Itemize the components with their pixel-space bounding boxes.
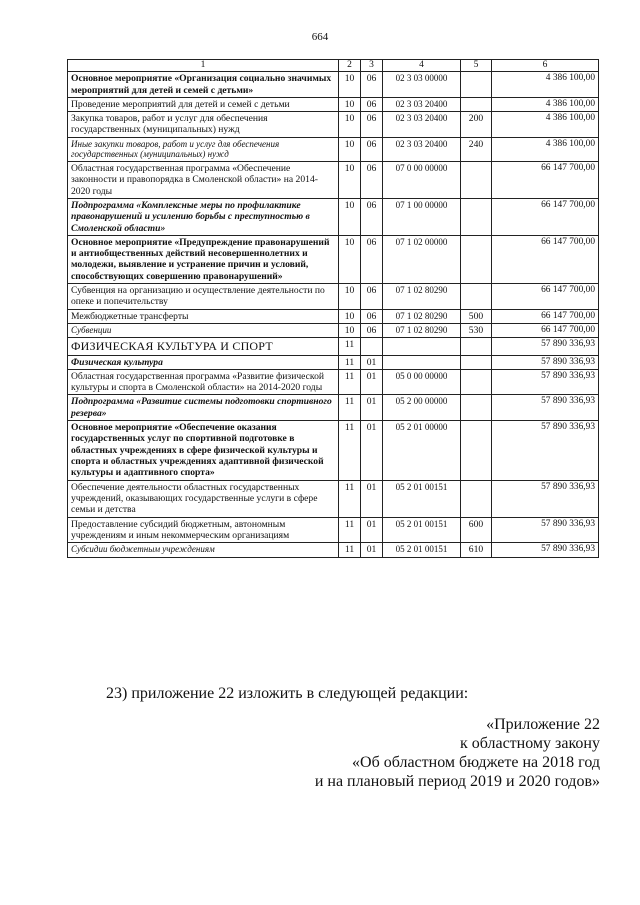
table-row bbox=[68, 324, 599, 338]
amount-cell: 4 386 100,00 bbox=[492, 137, 599, 161]
expense-type-cell: 240 bbox=[461, 137, 492, 161]
expense-type-cell bbox=[461, 355, 492, 369]
row-name-cell: Субсидии бюджетным учреждениям bbox=[68, 543, 339, 557]
section-code-cell: 11 bbox=[339, 543, 361, 557]
target-article-cell: 05 0 00 00000 bbox=[383, 369, 461, 395]
section-code-cell: 10 bbox=[339, 284, 361, 310]
table-row bbox=[68, 284, 599, 310]
row-name-cell: Закупка товаров, работ и услуг для обеспечения государственных (муниципальных) нужд bbox=[68, 112, 339, 138]
target-article-cell: 05 2 01 00151 bbox=[383, 480, 461, 517]
expense-type-cell: 610 bbox=[461, 543, 492, 557]
table-row bbox=[68, 161, 599, 198]
subsection-code-cell: 06 bbox=[361, 137, 383, 161]
target-article-cell bbox=[383, 355, 461, 369]
row-name-cell: Основное мероприятие «Обеспечение оказания государственных услуг по спортивной подготовке в областных учреждениях в сфере физической культуры и спорта и областных учреждениях адаптивной физической культуры и адаптивного спорта» bbox=[68, 421, 339, 481]
expense-type-cell bbox=[461, 235, 492, 283]
subsection-code-cell: 06 bbox=[361, 97, 383, 111]
expense-type-cell bbox=[461, 97, 492, 111]
row-name-cell: Физическая культура bbox=[68, 355, 339, 369]
table-row bbox=[68, 198, 599, 235]
section-code-cell: 10 bbox=[339, 137, 361, 161]
amount-cell: 57 890 336,93 bbox=[492, 395, 599, 421]
expense-type-cell bbox=[461, 421, 492, 481]
table-row bbox=[68, 369, 599, 395]
expense-type-cell bbox=[461, 284, 492, 310]
table-row bbox=[68, 137, 599, 161]
amount-cell: 66 147 700,00 bbox=[492, 198, 599, 235]
row-name-cell: Основное мероприятие «Организация социально значимых мероприятий для детей и семей с детьми» bbox=[68, 72, 339, 98]
table-row bbox=[68, 112, 599, 138]
subsection-code-cell: 01 bbox=[361, 480, 383, 517]
column-header: 4 bbox=[383, 60, 461, 72]
table-row bbox=[68, 480, 599, 517]
expense-type-cell: 200 bbox=[461, 112, 492, 138]
section-code-cell: 10 bbox=[339, 72, 361, 98]
row-name-cell: Иные закупки товаров, работ и услуг для обеспечения государственных (муниципальных) нужд bbox=[68, 137, 339, 161]
amount-cell: 57 890 336,93 bbox=[492, 421, 599, 481]
row-name-cell: Межбюджетные трансферты bbox=[68, 309, 339, 323]
section-code-cell: 10 bbox=[339, 198, 361, 235]
subsection-code-cell: 06 bbox=[361, 72, 383, 98]
expense-type-cell: 500 bbox=[461, 309, 492, 323]
expense-type-cell: 530 bbox=[461, 324, 492, 338]
row-name-cell: Областная государственная программа «Развитие физической культуры и спорта в Смоленской области» на 2014-2020 годы bbox=[68, 369, 339, 395]
row-name-cell: Подпрограмма «Развитие системы подготовки спортивного резерва» bbox=[68, 395, 339, 421]
amount-cell: 66 147 700,00 bbox=[492, 284, 599, 310]
section-code-cell: 10 bbox=[339, 309, 361, 323]
table-row bbox=[68, 338, 599, 355]
target-article-cell: 02 3 03 20400 bbox=[383, 112, 461, 138]
subsection-code-cell: 01 bbox=[361, 355, 383, 369]
subsection-code-cell bbox=[361, 338, 383, 355]
target-article-cell: 05 2 01 00151 bbox=[383, 517, 461, 543]
subsection-code-cell: 01 bbox=[361, 543, 383, 557]
subsection-code-cell: 06 bbox=[361, 324, 383, 338]
subsection-code-cell: 01 bbox=[361, 421, 383, 481]
expense-type-cell bbox=[461, 369, 492, 395]
appendix-line: и на плановый период 2019 и 2020 годов» bbox=[314, 773, 600, 790]
appendix-heading bbox=[80, 715, 600, 791]
section-code-cell: 11 bbox=[339, 338, 361, 355]
section-code-cell: 11 bbox=[339, 480, 361, 517]
subsection-code-cell: 06 bbox=[361, 198, 383, 235]
amount-cell: 66 147 700,00 bbox=[492, 309, 599, 323]
target-article-cell: 02 3 03 20400 bbox=[383, 137, 461, 161]
subsection-code-cell: 01 bbox=[361, 517, 383, 543]
table-row bbox=[68, 395, 599, 421]
section-code-cell: 11 bbox=[339, 517, 361, 543]
amount-cell: 66 147 700,00 bbox=[492, 324, 599, 338]
subsection-code-cell: 06 bbox=[361, 235, 383, 283]
section-code-cell: 11 bbox=[339, 395, 361, 421]
table-row bbox=[68, 543, 599, 557]
row-name-cell: Предоставление субсидий бюджетным, автономным учреждениям и иным некоммерческим организациям bbox=[68, 517, 339, 543]
table-row bbox=[68, 517, 599, 543]
target-article-cell: 07 1 00 00000 bbox=[383, 198, 461, 235]
row-name-cell: Субвенции bbox=[68, 324, 339, 338]
target-article-cell: 02 3 03 00000 bbox=[383, 72, 461, 98]
subsection-code-cell: 06 bbox=[361, 161, 383, 198]
column-header: 6 bbox=[492, 60, 599, 72]
table-row bbox=[68, 309, 599, 323]
row-name-cell: ФИЗИЧЕСКАЯ КУЛЬТУРА И СПОРТ bbox=[68, 338, 339, 355]
subsection-code-cell: 06 bbox=[361, 309, 383, 323]
target-article-cell: 07 1 02 00000 bbox=[383, 235, 461, 283]
target-article-cell: 02 3 03 20400 bbox=[383, 97, 461, 111]
table-row bbox=[68, 355, 599, 369]
row-name-cell: Основное мероприятие «Предупреждение правонарушений и антиобщественных действий несовершеннолетних и молодежи, выявление и устранение причин и условий, способствующих совершению правонарушений» bbox=[68, 235, 339, 283]
amount-cell: 66 147 700,00 bbox=[492, 161, 599, 198]
subsection-code-cell: 06 bbox=[361, 112, 383, 138]
page-number: 664 bbox=[311, 31, 329, 43]
section-code-cell: 10 bbox=[339, 112, 361, 138]
target-article-cell: 07 1 02 80290 bbox=[383, 324, 461, 338]
column-header: 1 bbox=[68, 60, 339, 72]
expense-type-cell bbox=[461, 72, 492, 98]
amount-cell: 4 386 100,00 bbox=[492, 72, 599, 98]
amount-cell: 57 890 336,93 bbox=[492, 543, 599, 557]
section-code-cell: 11 bbox=[339, 369, 361, 395]
section-code-cell: 11 bbox=[339, 421, 361, 481]
target-article-cell: 05 2 01 00151 bbox=[383, 543, 461, 557]
column-header: 3 bbox=[361, 60, 383, 72]
target-article-cell bbox=[383, 338, 461, 355]
budget-table bbox=[67, 59, 599, 558]
expense-type-cell bbox=[461, 480, 492, 517]
amount-cell: 57 890 336,93 bbox=[492, 480, 599, 517]
row-name-cell: Областная государственная программа «Обеспечение законности и правопорядка в Смоленской области» на 2014-2020 годы bbox=[68, 161, 339, 198]
amount-cell: 66 147 700,00 bbox=[492, 235, 599, 283]
subsection-code-cell: 01 bbox=[361, 395, 383, 421]
table-row bbox=[68, 235, 599, 283]
row-name-cell: Обеспечение деятельности областных государственных учреждений, оказывающих государственные услуги в сфере семьи и детства bbox=[68, 480, 339, 517]
expense-type-cell bbox=[461, 161, 492, 198]
column-header: 2 bbox=[339, 60, 361, 72]
appendix-line: «Об областном бюджете на 2018 год bbox=[352, 754, 600, 771]
row-name-cell: Подпрограмма «Комплексные меры по профилактике правонарушений и усилению борьбы с преступностью в Смоленской области» bbox=[68, 198, 339, 235]
amount-cell: 4 386 100,00 bbox=[492, 112, 599, 138]
table-row bbox=[68, 421, 599, 481]
table-row bbox=[68, 72, 599, 98]
section-code-cell: 10 bbox=[339, 324, 361, 338]
column-header: 5 bbox=[461, 60, 492, 72]
table-row bbox=[68, 97, 599, 111]
target-article-cell: 05 2 00 00000 bbox=[383, 395, 461, 421]
appendix-line: к областному закону bbox=[459, 735, 600, 752]
amount-cell: 57 890 336,93 bbox=[492, 338, 599, 355]
amount-cell: 4 386 100,00 bbox=[492, 97, 599, 111]
row-name-cell: Субвенция на организацию и осуществление деятельности по опеке и попечительству bbox=[68, 284, 339, 310]
row-name-cell: Проведение мероприятий для детей и семей с детьми bbox=[68, 97, 339, 111]
amount-cell: 57 890 336,93 bbox=[492, 369, 599, 395]
section-code-cell: 10 bbox=[339, 235, 361, 283]
expense-type-cell bbox=[461, 198, 492, 235]
section-code-cell: 11 bbox=[339, 355, 361, 369]
amount-cell: 57 890 336,93 bbox=[492, 517, 599, 543]
target-article-cell: 05 2 01 00000 bbox=[383, 421, 461, 481]
edit-instruction: 23) приложение 22 изложить в следующей редакции: bbox=[106, 685, 469, 702]
appendix-line: «Приложение 22 bbox=[486, 716, 600, 733]
amount-cell: 57 890 336,93 bbox=[492, 355, 599, 369]
subsection-code-cell: 06 bbox=[361, 284, 383, 310]
expense-type-cell: 600 bbox=[461, 517, 492, 543]
target-article-cell: 07 1 02 80290 bbox=[383, 309, 461, 323]
section-code-cell: 10 bbox=[339, 97, 361, 111]
section-code-cell: 10 bbox=[339, 161, 361, 198]
target-article-cell: 07 0 00 00000 bbox=[383, 161, 461, 198]
expense-type-cell bbox=[461, 395, 492, 421]
subsection-code-cell: 01 bbox=[361, 369, 383, 395]
target-article-cell: 07 1 02 80290 bbox=[383, 284, 461, 310]
table-header-row bbox=[68, 60, 599, 72]
expense-type-cell bbox=[461, 338, 492, 355]
